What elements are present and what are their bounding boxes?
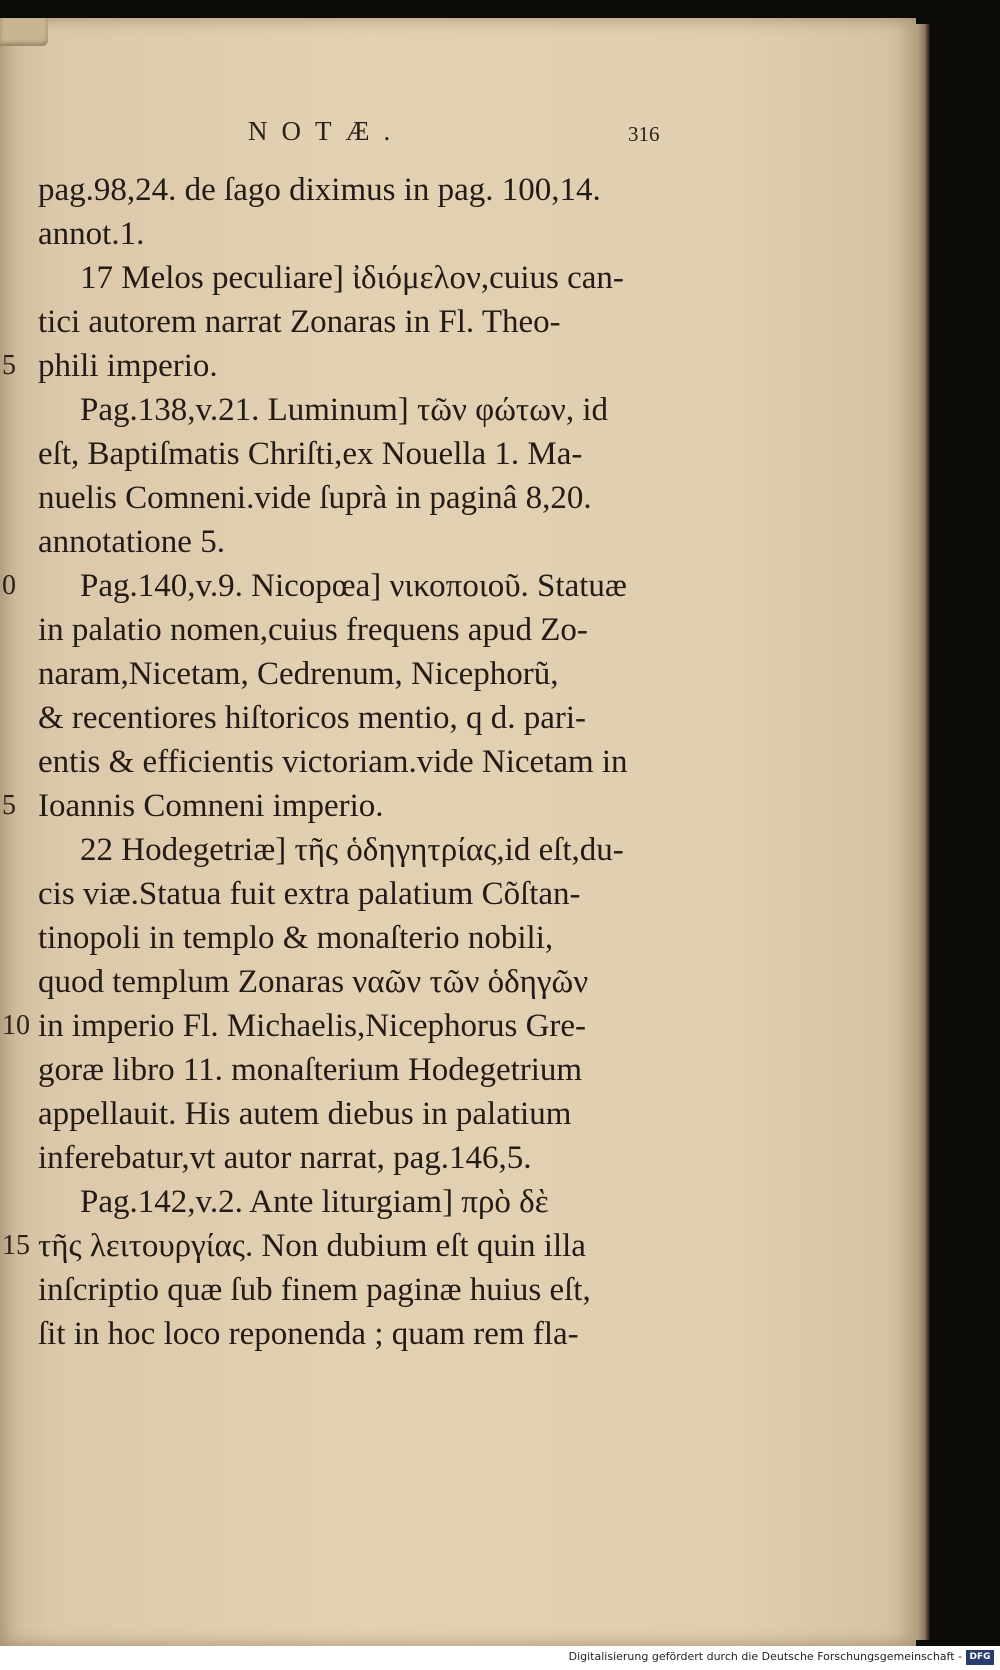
line-text: naram,Nicetam, Cedrenum, Nicephorũ, (38, 656, 559, 692)
text-line (0, 1180, 916, 1224)
text-line (0, 432, 916, 476)
text-line (0, 168, 916, 212)
line-text: phili imperio. (38, 348, 218, 384)
text-line (0, 1268, 916, 1312)
text-line (0, 784, 916, 828)
text-line (0, 388, 916, 432)
text-line (0, 212, 916, 256)
line-text: cis viæ.Statua fuit extra palatium Cõſtan- (38, 876, 581, 912)
line-text: & recentiores hiſtoricos mentio, q d. pari- (38, 700, 587, 736)
text-line (0, 476, 916, 520)
line-text: Pag.142,v.2. Ante liturgiam] πρὸ δὲ (80, 1184, 549, 1220)
line-text: inſcriptio quæ ſub finem paginæ huius eſt, (38, 1272, 591, 1308)
line-text: entis & efficientis victoriam.vide Nicetam in (38, 744, 628, 780)
text-line (0, 1224, 916, 1268)
margin-line-number: 10 (2, 1010, 30, 1041)
text-line (0, 564, 916, 608)
margin-line-number: 15 (2, 1230, 30, 1261)
text-line (0, 872, 916, 916)
line-text: appellauit. His autem diebus in palatium (38, 1096, 572, 1132)
line-text: inferebatur,vt autor narrat, pag.146,5. (38, 1140, 532, 1176)
line-text: 17 Melos peculiare] ἰδιόμελον,cuius can- (80, 260, 624, 296)
text-line (0, 1092, 916, 1136)
text-line (0, 1312, 916, 1356)
text-line (0, 960, 916, 1004)
line-text: tinopoli in templo & monaſterio nobili, (38, 920, 554, 956)
line-text: Pag.140,v.9. Nicopœa] νικοποιοῦ. Statuæ (80, 568, 627, 604)
line-text: τῆς λειτουργίας. Non dubium eſt quin illa (38, 1228, 586, 1264)
running-head-title: NOTÆ. (248, 116, 405, 146)
line-text: eſt, Baptiſmatis Chriſti,ex Nouella 1. Ma- (38, 436, 583, 472)
line-text: Ioannis Comneni imperio. (38, 788, 384, 824)
page-edge (916, 24, 930, 1640)
line-text: tici autorem narrat Zonaras in Fl. Theo- (38, 304, 561, 340)
margin-line-number: 0 (2, 570, 16, 601)
text-line (0, 520, 916, 564)
margin-line-number: 5 (2, 790, 16, 821)
digitization-footer (0, 1646, 1000, 1670)
text-line (0, 740, 916, 784)
line-text: annotatione 5. (38, 524, 225, 560)
text-line (0, 256, 916, 300)
text-line (0, 608, 916, 652)
page-tab-marker (0, 18, 48, 46)
line-text: pag.98,24. de ſago diximus in pag. 100,14. (38, 172, 601, 208)
text-line (0, 1048, 916, 1092)
footer-credit: Digitalisierung gefördert durch die Deutsche Forschungsgemeinschaft - (568, 1650, 962, 1663)
book-page (0, 18, 916, 1646)
text-line (0, 916, 916, 960)
page-number: 316 (628, 122, 660, 146)
line-text: in imperio Fl. Michaelis,Nicephorus Gre- (38, 1008, 587, 1044)
line-text: annot.1. (38, 216, 145, 252)
line-text: 22 Hodegetriæ] τῆς ὁδηγητρίας,id eſt,du- (80, 832, 624, 868)
text-line (0, 1004, 916, 1048)
text-line (0, 696, 916, 740)
line-text: goræ libro 11. monaſterium Hodegetrium (38, 1052, 583, 1088)
dfg-logo: DFG (966, 1650, 994, 1665)
text-line (0, 344, 916, 388)
line-text: nuelis Comneni.vide ſuprà in paginâ 8,20. (38, 480, 592, 516)
line-text: in palatio nomen,cuius frequens apud Zo- (38, 612, 588, 648)
text-line (0, 300, 916, 344)
running-head (0, 116, 916, 156)
text-line (0, 1136, 916, 1180)
text-line (0, 828, 916, 872)
text-line (0, 652, 916, 696)
line-text: Pag.138,v.21. Luminum] τῶν φώτων, id (80, 392, 608, 428)
line-text: quod templum Zonaras ναῶν τῶν ὁδηγῶν (38, 964, 589, 1000)
line-text: ſit in hoc loco reponenda ; quam rem fla- (38, 1316, 579, 1352)
margin-line-number: 5 (2, 350, 16, 381)
